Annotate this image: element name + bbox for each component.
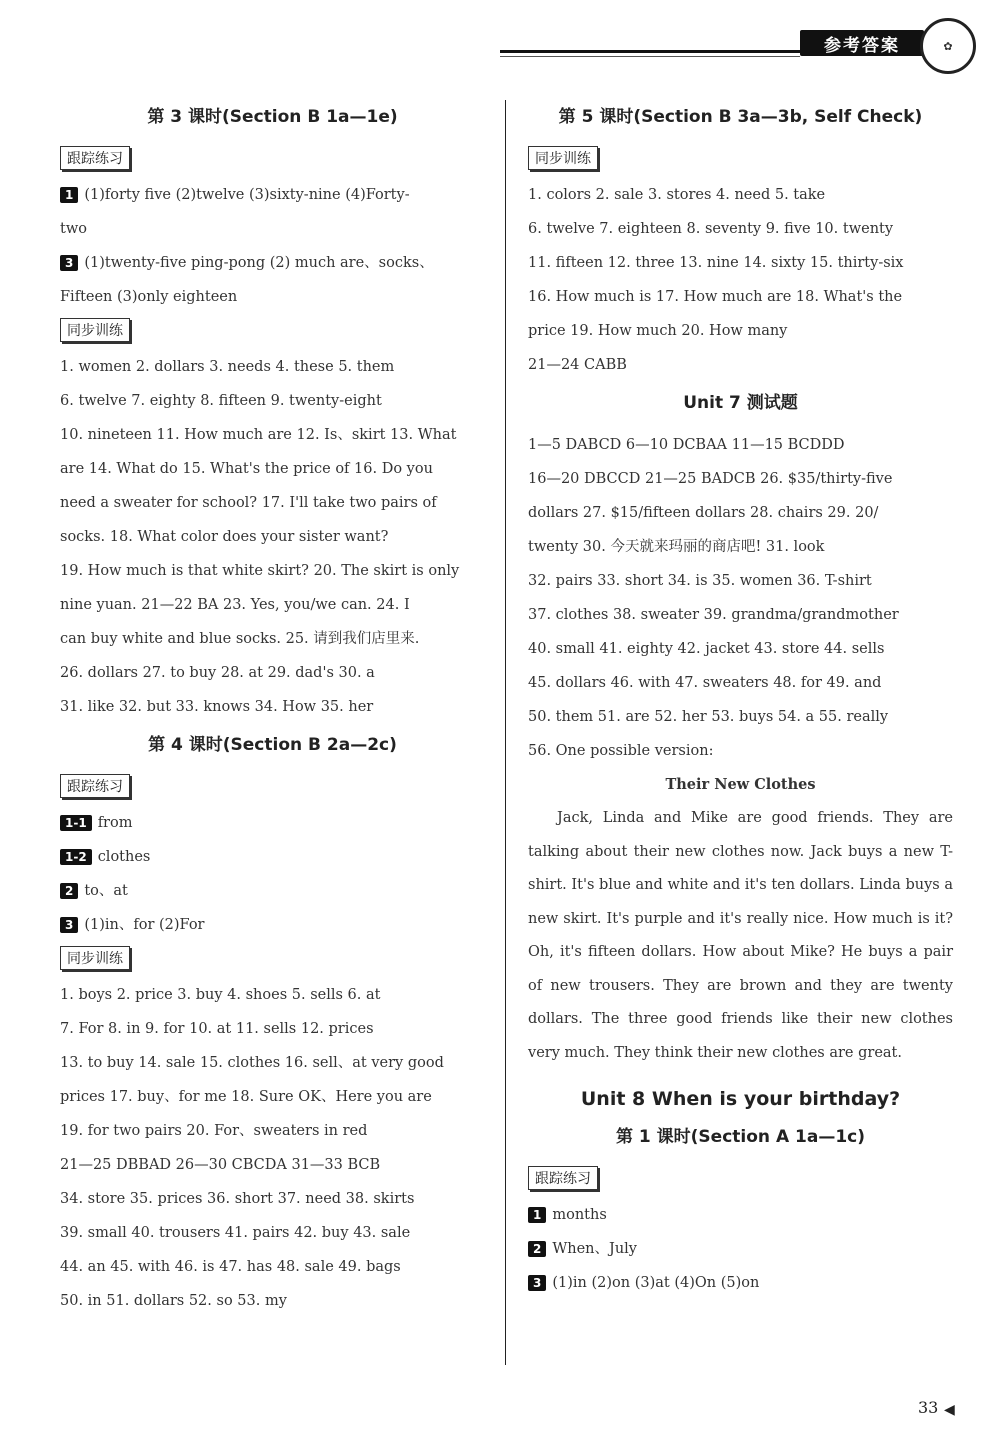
item-tag: 2	[60, 883, 78, 899]
answer-line: 1. boys 2. price 3. buy 4. shoes 5. sells 6. at	[60, 987, 381, 1003]
answer-text: (1)in、for (2)For	[84, 917, 205, 933]
answer-line: 6. twelve 7. eighteen 8. seventy 9. five 10. twenty	[528, 221, 894, 237]
answer-text: two	[60, 221, 87, 237]
answer-text: (1)twenty-five ping-pong (2) much are、socks、	[84, 255, 434, 271]
lesson4-heading: 第 4 课时(Section B 2a—2c)	[148, 735, 397, 755]
lesson5-heading: 第 5 课时(Section B 3a—3b, Self Check)	[558, 107, 923, 127]
answer-line	[60, 178, 485, 212]
tracking-practice-label: 跟踪练习	[60, 146, 130, 170]
column-divider	[505, 100, 506, 1365]
answer-line: twenty 30. 今天就来玛丽的商店吧! 31. look	[528, 539, 825, 555]
answer-line: 50. them 51. are 52. her 53. buys 54. a 55. really	[528, 709, 889, 725]
answer-line: 10. nineteen 11. How much are 12. Is、skirt 13. What	[60, 427, 457, 443]
answer-line	[60, 908, 485, 942]
answer-text: months	[552, 1207, 607, 1223]
answer-line	[60, 280, 485, 314]
answer-line: 16—20 DBCCD 21—25 BADCB 26. $35/thirty-five	[528, 471, 893, 487]
answer-line: 37. clothes 38. sweater 39. grandma/grandmother	[528, 607, 899, 623]
page-arrow-icon: ◀	[944, 1402, 955, 1418]
answer-line: need a sweater for school? 17. I'll take two pairs of	[60, 495, 437, 511]
answer-text: (1)in (2)on (3)at (4)On (5)on	[552, 1275, 760, 1291]
header-badge: 参考答案	[800, 30, 924, 56]
answer-line	[60, 212, 485, 246]
answer-line	[60, 806, 485, 840]
answer-line: 1. colors 2. sale 3. stores 4. need 5. take	[528, 187, 826, 203]
answer-line	[528, 1266, 953, 1300]
answer-line: 1—5 DABCD 6—10 DCBAA 11—15 BCDDD	[528, 437, 845, 453]
answer-line: 45. dollars 46. with 47. sweaters 48. for 49. and	[528, 675, 882, 691]
answer-line: 7. For 8. in 9. for 10. at 11. sells 12. prices	[60, 1021, 374, 1037]
answer-line: 50. in 51. dollars 52. so 53. my	[60, 1293, 287, 1309]
answer-text: from	[97, 815, 133, 831]
answer-line	[60, 246, 485, 280]
answer-line: 31. like 32. but 33. knows 34. How 35. her	[60, 699, 374, 715]
answer-line: nine yuan. 21—22 BA 23. Yes, you/we can. 24. I	[60, 597, 410, 613]
tracking-practice-label: 跟踪练习	[60, 774, 130, 798]
item-tag: 1-2	[60, 849, 92, 865]
answer-line: 32. pairs 33. short 34. is 35. women 36. T-shirt	[528, 573, 872, 589]
answer-line	[60, 874, 485, 908]
answer-line: 13. to buy 14. sale 15. clothes 16. sell、at very good	[60, 1055, 444, 1071]
answer-line: 21—24 CABB	[528, 357, 627, 373]
answer-line: 16. How much is 17. How much are 18. What's the	[528, 289, 903, 305]
answer-line: price 19. How much 20. How many	[528, 323, 788, 339]
answer-line: 11. fifteen 12. three 13. nine 14. sixty 15. thirty-six	[528, 255, 904, 271]
answer-line	[528, 1232, 953, 1266]
answer-text: clothes	[97, 849, 151, 865]
essay-body: Jack, Linda and Mike are good friends. They are talking about their new clothes now. Jack buys a new T-shirt. It's blue and white and it's ten dollars. Linda buys a new skirt. It's purple and it's really nice. How much is it? Oh, it's fifteen dollars. How about Mike? He buys a pair of new trousers. They are brown and they are twenty dollars. The three good friends like their new clothes very much. They think their new clothes are great.	[528, 810, 953, 1061]
unit8-lesson1-heading: 第 1 课时(Section A 1a—1c)	[616, 1127, 865, 1147]
answer-text: (1)forty five (2)twelve (3)sixty-nine (4)Forty-	[84, 187, 410, 203]
answer-line: dollars 27. $15/fifteen dollars 28. chairs 29. 20/	[528, 505, 879, 521]
page-number: 33	[918, 1398, 939, 1417]
answer-line: prices 17. buy、for me 18. Sure OK、Here you are	[60, 1089, 432, 1105]
answer-line: 6. twelve 7. eighty 8. fifteen 9. twenty-eight	[60, 393, 382, 409]
answer-line: 19. How much is that white skirt? 20. The skirt is only	[60, 563, 460, 579]
item-tag: 1	[60, 187, 78, 203]
lesson3-heading: 第 3 课时(Section B 1a—1e)	[147, 107, 398, 127]
answer-text: Fifteen (3)only eighteen	[60, 289, 238, 305]
unit7-test-heading: Unit 7 测试题	[683, 393, 798, 413]
item-tag: 3	[528, 1275, 546, 1291]
answer-line: 21—25 DBBAD 26—30 CBCDA 31—33 BCB	[60, 1157, 381, 1173]
answer-line: 40. small 41. eighty 42. jacket 43. store 44. sells	[528, 641, 885, 657]
tracking-practice-label: 跟踪练习	[528, 1166, 598, 1190]
sync-training-label: 同步训练	[60, 946, 130, 970]
item-tag: 1-1	[60, 815, 92, 831]
right-column	[528, 100, 953, 1300]
header-rule	[500, 50, 800, 53]
answer-text: When、July	[552, 1241, 638, 1257]
answer-line: 56. One possible version:	[528, 743, 714, 759]
answer-line	[528, 1198, 953, 1232]
answer-line: 26. dollars 27. to buy 28. at 29. dad's 30. a	[60, 665, 375, 681]
item-tag: 3	[60, 917, 78, 933]
answer-text: to、at	[84, 883, 128, 899]
seal-icon: ✿	[920, 18, 976, 74]
essay-title: Their New Clothes	[665, 776, 816, 793]
answer-line: 39. small 40. trousers 41. pairs 42. buy 43. sale	[60, 1225, 411, 1241]
answer-line: 1. women 2. dollars 3. needs 4. these 5. them	[60, 359, 395, 375]
answer-line	[60, 840, 485, 874]
answer-line: 19. for two pairs 20. For、sweaters in red	[60, 1123, 368, 1139]
item-tag: 2	[528, 1241, 546, 1257]
left-column	[60, 100, 485, 1318]
answer-line: socks. 18. What color does your sister want?	[60, 529, 389, 545]
answer-line: 34. store 35. prices 36. short 37. need 38. skirts	[60, 1191, 415, 1207]
answer-line: can buy white and blue socks. 25. 请到我们店里来.	[60, 631, 420, 647]
sync-training-label: 同步训练	[528, 146, 598, 170]
answer-line: are 14. What do 15. What's the price of 16. Do you	[60, 461, 433, 477]
item-tag: 1	[528, 1207, 546, 1223]
item-tag: 3	[60, 255, 78, 271]
header-rule-thin	[500, 56, 800, 57]
answer-line: 44. an 45. with 46. is 47. has 48. sale 49. bags	[60, 1259, 401, 1275]
sync-training-label: 同步训练	[60, 318, 130, 342]
unit8-heading: Unit 8 When is your birthday?	[580, 1088, 901, 1110]
